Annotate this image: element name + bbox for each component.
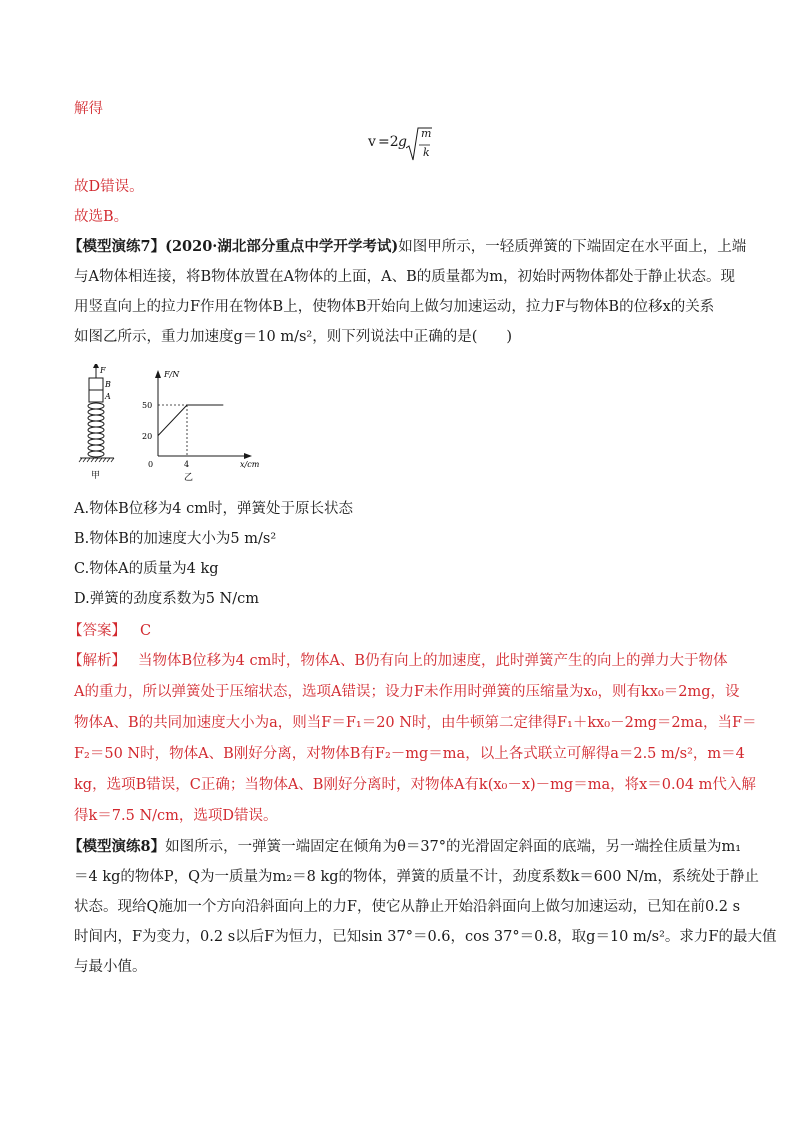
- answer-line: [68, 620, 724, 642]
- q8-line-1: [68, 836, 742, 858]
- solve-label: 解得: [74, 101, 103, 117]
- fig-label-a: A: [105, 392, 111, 401]
- q8-tag: 【模型演练8】: [68, 838, 166, 855]
- tick-label-4: 4: [184, 460, 190, 469]
- q8-line-5: 与最小值。: [74, 959, 147, 975]
- q8-text-1: 如图所示，一弹簧一端固定在倾角为θ＝37°的光滑固定斜面的底端，另一端拴住质量为m₁: [165, 839, 742, 855]
- fig-caption-yi: 乙: [184, 473, 194, 483]
- q7-tag: 【模型演练7】: [68, 238, 166, 255]
- x-axis-label: x/cm: [240, 460, 260, 469]
- y-axis-label: F/N: [164, 370, 180, 379]
- analysis-text-1: 当物体B位移为4 cm时，物体A、B仍有向上的加速度，此时弹簧产生的向上的弹力大于物体: [138, 653, 728, 669]
- block-b: [89, 378, 103, 390]
- series-line-f-x: [158, 405, 223, 436]
- q8-line-4: 时间内，F为变力，0.2 s以后F为恒力，已知sin 37°＝0.6，cos 37°＝0.8，取g＝10 m/s²。求力F的最大值: [74, 929, 777, 945]
- figure-q7: [72, 364, 282, 484]
- formula-den: k: [423, 146, 430, 159]
- q7-source: (2020·湖北部分重点中学开学考试): [165, 238, 399, 255]
- analysis-line-4: F₂＝50 N时，物体A、B刚好分离，对物体B有F₂－mg＝ma，以上各式联立可解得a＝2.5 m/s²，m＝4: [74, 746, 745, 762]
- option-c: C.物体A的质量为4 kg: [74, 561, 219, 577]
- analysis-line-5: kg，选项B错误，C正确；当物体A、B刚好分离时，对物体A有k(x₀－x)－mg＝ma，将x＝0.04 m代入解: [74, 777, 756, 793]
- line-d-wrong: 故D错误。: [74, 179, 144, 195]
- q7-line-4: 如图乙所示，重力加速度g＝10 m/s²，则下列说法中正确的是( ): [74, 329, 513, 345]
- option-d: D.弹簧的劲度系数为5 N/cm: [74, 591, 259, 607]
- block-a: [89, 390, 103, 402]
- fig-label-f: F: [100, 366, 106, 375]
- q7-text-1: 如图甲所示，一轻质弹簧的下端固定在水平面上，上端: [398, 239, 747, 255]
- option-a: A.物体B位移为4 cm时，弹簧处于原长状态: [74, 501, 353, 517]
- answer-value: C: [140, 623, 152, 639]
- analysis-line-3: 物体A、B的共同加速度大小为a，则当F＝F₁＝20 N时，由牛顿第二定律得F₁＋kx₀－2mg＝2ma，当F＝: [74, 715, 757, 731]
- formula-num: m: [421, 127, 432, 140]
- spring-coils: [88, 403, 104, 457]
- q8-line-3: 状态。现给Q施加一个方向沿斜面向上的力F，使它从静止开始沿斜面向上做匀加速运动，已知在前0.2 s: [74, 899, 741, 915]
- option-b: B.物体B的加速度大小为5 m/s²: [74, 531, 277, 547]
- formula-eq: =2: [378, 134, 399, 150]
- origin-label: 0: [148, 460, 154, 469]
- q8-line-2: ＝4 kg的物体P，Q为一质量为m₂＝8 kg的物体，弹簧的质量不计，劲度系数k＝600 N/m，系统处于静止: [74, 869, 759, 885]
- tick-label-20: 20: [142, 432, 153, 441]
- formula-g: g: [398, 134, 407, 150]
- figure-jia: [79, 364, 114, 481]
- answer-label: 【答案】: [68, 623, 126, 639]
- formula-lhs: v: [368, 134, 376, 150]
- q7-line-2: 与A物体相连接，将B物体放置在A物体的上面，A、B的质量都为m，初始时两物体都处于静止状态。现: [74, 269, 735, 285]
- line-choose: 故选B。: [74, 209, 129, 225]
- q7-line-1: [68, 236, 747, 258]
- ground-hatch: [79, 458, 114, 462]
- analysis-line-6: 得k＝7.5 N/cm，选项D错误。: [74, 808, 278, 824]
- fig-label-b: B: [105, 380, 111, 389]
- fig-caption-jia: 甲: [91, 471, 101, 481]
- tick-label-50: 50: [142, 401, 153, 410]
- q7-line-3: 用竖直向上的拉力F作用在物体B上，使物体B开始向上做匀加速运动，拉力F与物体B的位移x的关系: [74, 299, 715, 315]
- analysis-line-2: A的重力，所以弹簧处于压缩状态，选项A错误；设力F未作用时弹簧的压缩量为x₀，则有kx₀＝2mg，设: [74, 684, 740, 700]
- figure-svg: [72, 364, 282, 484]
- analysis-label: 【解析】: [68, 653, 126, 669]
- figure-yi: [142, 370, 260, 483]
- analysis-line-1: [68, 650, 728, 672]
